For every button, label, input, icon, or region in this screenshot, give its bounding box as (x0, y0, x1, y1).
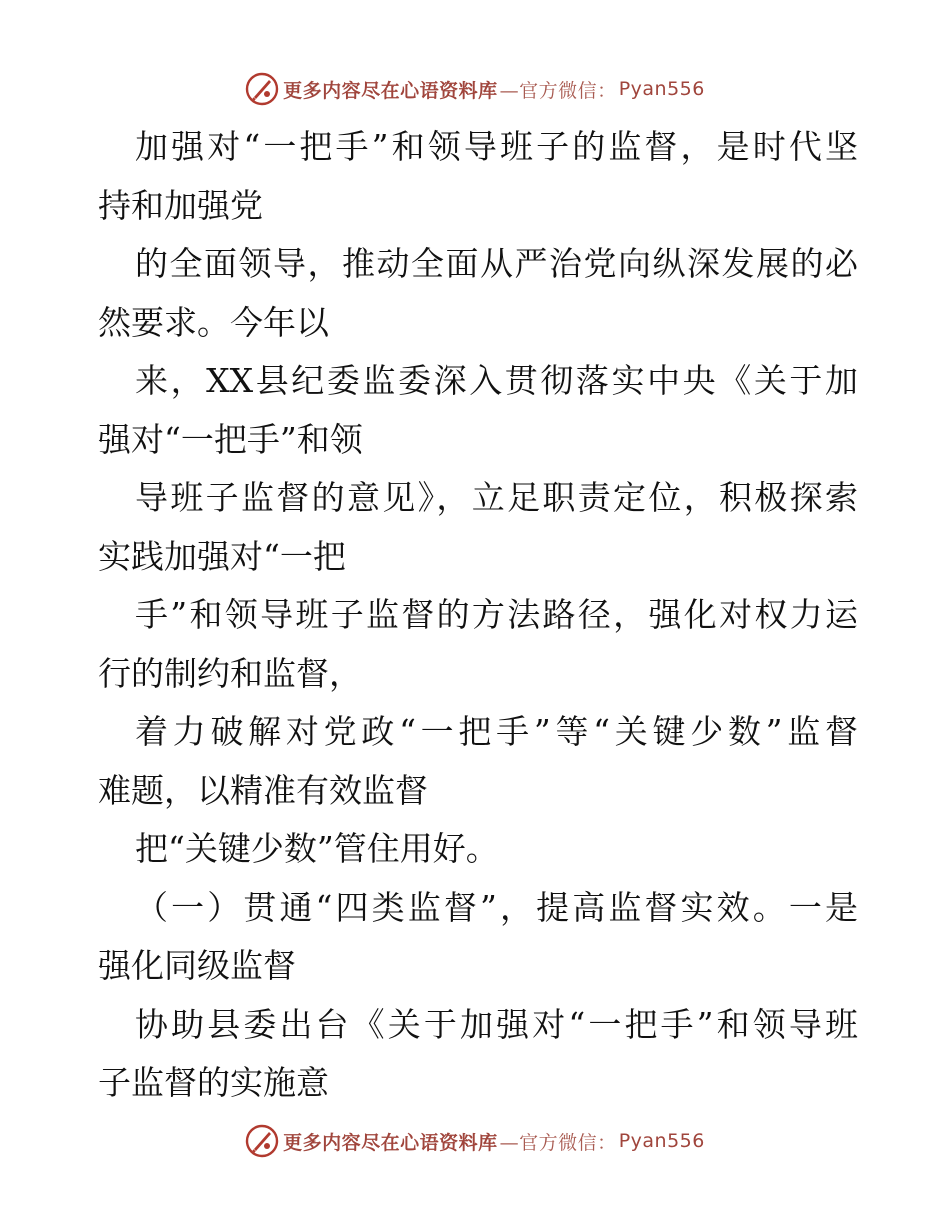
watermark-official: —官方微信： (499, 1131, 617, 1154)
text-line: 实践加强对“一把 (98, 536, 346, 576)
watermark-main: 更多内容尽在心语资料库 (283, 79, 498, 102)
text-line: 协助县委出台《关于加强对“一把手”和领导班 (135, 1004, 858, 1044)
text-line: 把“关键少数”管住用好。 (135, 829, 499, 868)
text-line: 的全面领导，推动全面从严治党向纵深发展的必 (135, 244, 858, 283)
text-line: 难题，以精准有效监督 (98, 770, 428, 810)
watermark-id: Pyan556 (618, 78, 705, 100)
text-line: 加强对“一把手”和领导班子的监督，是时代坚 (135, 127, 858, 166)
text-line: 子监督的实施意 (98, 1063, 329, 1102)
text-line: （一）贯通“四类监督”，提高监督实效。一是 (135, 887, 858, 927)
text-line: 持和加强党 (98, 185, 263, 225)
quill-logo-icon (245, 72, 279, 106)
text-line: 强化同级监督 (98, 946, 296, 985)
text-line: 然要求。今年以 (98, 302, 329, 342)
header-watermark (0, 72, 950, 106)
text-line: 手”和领导班子监督的方法路径，强化对权力运 (135, 595, 858, 634)
body-text (98, 118, 858, 1113)
text-line: 来，XX县纪委监委深入贯彻落实中央《关于加 (135, 361, 858, 400)
text-line: 导班子监督的意见》，立足职责定位，积极探索 (135, 478, 858, 517)
text-line: 强对“一把手”和领 (98, 419, 363, 459)
text-line: 行的制约和监督， (98, 653, 362, 693)
footer-watermark (0, 1124, 950, 1158)
watermark-official: —官方微信： (499, 79, 617, 102)
watermark-id: Pyan556 (618, 1130, 705, 1152)
watermark-main: 更多内容尽在心语资料库 (283, 1131, 498, 1154)
quill-logo-icon (245, 1124, 279, 1158)
text-line: 着力破解对党政“一把手”等“关键少数”监督 (135, 712, 858, 751)
